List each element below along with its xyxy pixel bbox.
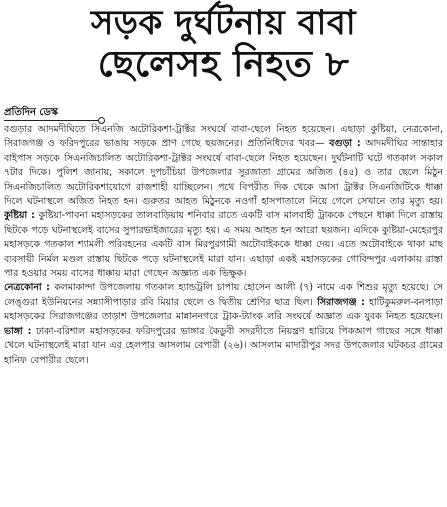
- bhanga-dateline: ভাঙ্গা :: [4, 325, 32, 337]
- headline: [0, 2, 447, 86]
- byline-source: প্রতিদিন ডেস্ক: [4, 107, 59, 118]
- netrokona-text: কলমাকান্দা উপজেলায় গতকাল হ্যান্ডট্রলি চাপায় হোসেন আলী (৭) নামে এক শিশুর মৃত্যু হয়েছে। সে লেঙ্গুরা ইউনিয়নের সন্ন্যাসীপাড়ার রবি মিয়ার ছেলে ও দ্বিতীয় শ্রেণির ছাত্র ছিল।: [4, 282, 443, 308]
- intro-text: বগুড়ার আদমদীঘিতে সিএনজি অটোরিকশা-ট্রাক্টর সংঘর্ষে বাবা-ছেলে নিহত হয়েছেন। এছাড়া কুষ্টিয়া, নেত্রকোনা, সিরাজগঞ্জ ও ফরিদপুরের ভাঙায় সড়কে প্রাণ গেছে ছয়জনের। প্রতিনিধিদের খবর—: [4, 124, 443, 150]
- kushtia-dateline: কুষ্টিয়া :: [4, 210, 35, 222]
- sirajganj-text: হাটিকুমরুল-বনপাড়া মহাসড়কের সিরাজগঞ্জের তাড়াশ উপজেলার মান্নাননগরে ট্রাক-ট্যাংক লরি সংঘর্ষে অজ্ঞাত এক যুবক নিহত হয়েছেন।: [4, 296, 443, 323]
- netrokona-dateline: নেত্রকোনা :: [4, 282, 50, 294]
- byline-rule: [4, 120, 100, 121]
- bogura-dateline: বগুড়া :: [329, 138, 361, 150]
- kushtia-text: কুষ্টিয়া-পাবনা মহাসড়কের তালবাড়িয়ায় শনিবার রাতে একটি বাস মালবাহী ট্রাককে পেছনে ধাক্কা দিলে রাস্তায় ছিটকে পড়ে ঘটনাস্থলেই বাসের সুপারভাইজারের মৃত্যু হয়। এ সময় আহত হন আরো ছয়জন। এদিকে কুষ্টিয়া-মেহেরপুর মহাসড়কে গতকাল শ্যামলী পরিবহনের একটি বাস মিরপুরগামী অটোবাইককে ধাক্কা দেয়। এতে অটোবাইকে থাকা মাছ ব্যবসায়ী নির্মল মণ্ডল রাস্তায় ছিটকে পড়ে ঘটনাস্থলেই মারা যান। এছাড়া একই মহাসড়কের গোবিন্দপুর এলাকায় রাস্তা পার হওয়ার সময় বাসের ধাক্কায় মারা গেছেন অজ্ঞাত এক ভিক্ষুক।: [4, 210, 443, 280]
- headline-line-1: সড়ক দুর্ঘটনায় বাবা: [90, 3, 357, 43]
- article-paragraph: [4, 281, 443, 367]
- headline-line-2: ছেলেসহ নিহত ৮: [97, 44, 350, 85]
- article-paragraph: [4, 123, 443, 281]
- article-body: [4, 123, 443, 503]
- sirajganj-dateline: সিরাজগঞ্জ :: [312, 296, 365, 308]
- bogura-text: আদমদীঘির সান্তাহার বাইপাস সড়কে সিএনজিচালিত অটোরিকশা-ট্রাক্টর সংঘর্ষে বাবা-ছেলে নিহত হয়েছেন। দুর্ঘটনাটি ঘটে গতকাল সকাল ৭টার দিকে। পুলিশ জানায়, সকালে দুপচাঁচিয়া উপজেলার সুরজাতা গ্রামের অজিত (৪৫) ও তার ছেলে মিঠুন সিএনজিচালিত অটোরিকশাযোগে রাজশাহী যাচ্ছিলেন। পথে বিপরীত দিক থেকে আসা ট্রাক্টর সিএনজিটিকে ধাক্কা দিলে ঘটনাস্থলে অজিত নিহত হন। গুরুতর আহত মিঠুনকে নওগাঁ হাসপাতালে নিয়ে গেলে সেখানে তার মৃত্যু হয়।: [4, 138, 443, 208]
- bhanga-text: ঢাকা-বরিশাল মহাসড়কের ফরিদপুরের ভাঙ্গার কৈডুবী সদরদীতে নিয়ন্ত্রণ হারিয়ে পিকআপ গাছের সঙ্গে ধাক্কা খেলে ঘটনাস্থলেই মারা যান এর হেলপার আসলাম বেপারী (২৬)। আসলাম মাদারীপুর সদর উপজেলার ঘটকচর গ্রামের হানিফ বেপারীর ছেলে।: [4, 325, 443, 366]
